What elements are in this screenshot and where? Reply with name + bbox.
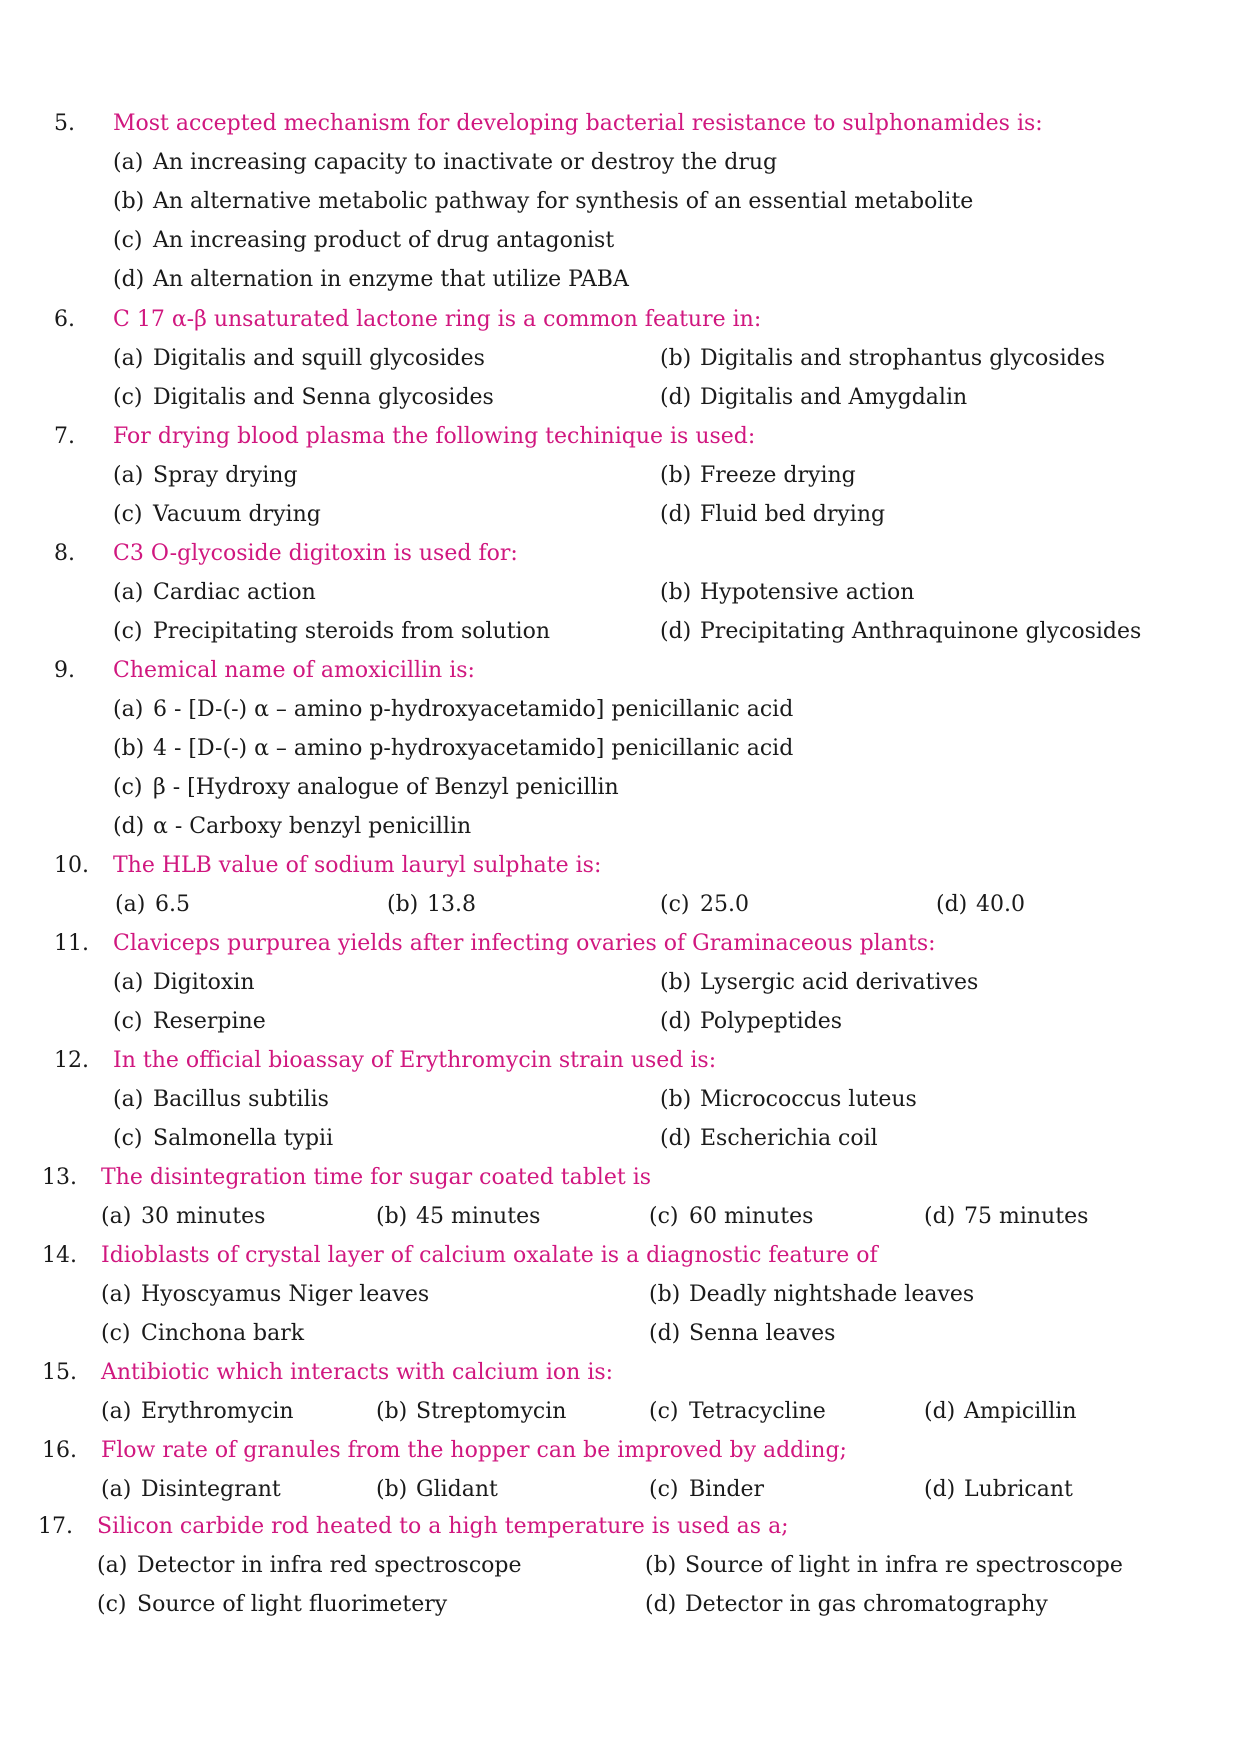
option-text: Precipitating Anthraquinone glycosides [700, 619, 1142, 644]
option-d[interactable] [660, 498, 885, 532]
option-text: Detector in infra red spectroscope [137, 1553, 522, 1578]
option-a[interactable] [101, 1395, 294, 1429]
option-b[interactable] [376, 1395, 566, 1429]
option-text: Tetracycline [689, 1399, 826, 1424]
option-text: Ampicillin [964, 1399, 1077, 1424]
option-label: (a) [101, 1204, 132, 1229]
option-label: (a) [101, 1399, 132, 1424]
option-text: Spray drying [153, 463, 298, 488]
option-label: (c) [649, 1399, 679, 1424]
option-label: (a) [115, 892, 146, 917]
option-d[interactable] [924, 1395, 1077, 1429]
option-text: Lysergic acid derivatives [700, 970, 979, 995]
option-text: Source of light in infra re spectroscope [685, 1553, 1123, 1578]
option-label: (d) [660, 385, 692, 410]
option-label: (c) [113, 502, 143, 527]
option-text: Digitalis and squill glycosides [153, 346, 485, 371]
question-number: 17. [38, 1514, 73, 1539]
option-d[interactable] [936, 888, 1025, 922]
option-label: (d) [924, 1477, 956, 1502]
option-label: (b) [645, 1553, 677, 1578]
option-text: Hypotensive action [700, 580, 915, 605]
option-d[interactable] [660, 381, 967, 415]
question-text: Idioblasts of crystal layer of calcium oxalate is a diagnostic feature of [101, 1243, 878, 1268]
question-number: 8. [54, 541, 75, 566]
option-label: (c) [101, 1321, 131, 1346]
option-a[interactable] [115, 888, 190, 922]
option-label: (b) [387, 892, 419, 917]
option-text: Cinchona bark [141, 1321, 305, 1346]
option-c[interactable] [113, 1005, 266, 1039]
option-c[interactable] [113, 1122, 333, 1156]
option-c[interactable] [649, 1200, 813, 1234]
option-text: 45 minutes [416, 1204, 541, 1229]
option-d[interactable] [113, 810, 471, 844]
option-label: (a) [113, 970, 144, 995]
option-label: (a) [113, 150, 144, 175]
question-number: 14. [42, 1243, 77, 1268]
option-text: Vacuum drying [153, 502, 321, 527]
option-text: Escherichia coil [700, 1126, 878, 1151]
question-text: The disintegration time for sugar coated tablet is [101, 1165, 652, 1190]
option-text: Cardiac action [153, 580, 316, 605]
option-label: (c) [649, 1477, 679, 1502]
option-text: Source of light fluorimetery [137, 1592, 448, 1617]
option-text: Digitalis and Senna glycosides [153, 385, 494, 410]
option-label: (b) [660, 970, 692, 995]
option-label: (c) [113, 1126, 143, 1151]
option-b[interactable] [113, 732, 793, 766]
option-label: (d) [660, 619, 692, 644]
option-label: (b) [376, 1399, 408, 1424]
option-text: Digitoxin [153, 970, 255, 995]
option-label: (d) [660, 502, 692, 527]
question-number: 5. [54, 111, 75, 136]
option-d[interactable] [645, 1588, 1048, 1622]
question-number: 16. [42, 1438, 77, 1463]
option-label: (d) [649, 1321, 681, 1346]
option-a[interactable] [113, 459, 298, 493]
option-a[interactable] [113, 342, 485, 376]
option-label: (b) [660, 580, 692, 605]
option-label: (b) [649, 1282, 681, 1307]
option-text: Digitalis and strophantus glycosides [700, 346, 1106, 371]
question-number: 11. [54, 931, 89, 956]
option-text: Senna leaves [689, 1321, 836, 1346]
option-label: (c) [113, 619, 143, 644]
option-d[interactable] [660, 1122, 878, 1156]
question-number: 13. [42, 1165, 77, 1190]
option-c[interactable] [113, 381, 494, 415]
question-text: Chemical name of amoxicillin is: [113, 658, 475, 683]
option-label: (d) [645, 1592, 677, 1617]
option-text: Salmonella typii [153, 1126, 334, 1151]
option-text: Micrococcus luteus [700, 1087, 917, 1112]
option-label: (a) [113, 463, 144, 488]
option-text: β - [Hydroxy analogue of Benzyl penicillin [153, 775, 619, 800]
option-label: (d) [660, 1009, 692, 1034]
question-number: 12. [54, 1048, 89, 1073]
option-label: (b) [660, 463, 692, 488]
option-b[interactable] [660, 576, 914, 610]
option-text: An alternation in enzyme that utilize PABA [153, 267, 629, 292]
option-b[interactable] [660, 459, 856, 493]
question-text: In the official bioassay of Erythromycin strain used is: [113, 1048, 717, 1073]
option-d[interactable] [649, 1317, 835, 1351]
question-number: 15. [42, 1360, 77, 1385]
option-text: Freeze drying [700, 463, 856, 488]
question-text: C 17 α-β unsaturated lactone ring is a common feature in: [113, 307, 762, 332]
question-text: Antibiotic which interacts with calcium ion is: [101, 1360, 614, 1385]
option-c[interactable] [97, 1588, 447, 1622]
option-label: (d) [660, 1126, 692, 1151]
question-number: 7. [54, 424, 75, 449]
option-b[interactable] [660, 1083, 917, 1117]
option-b[interactable] [645, 1549, 1123, 1583]
option-label: (b) [660, 346, 692, 371]
option-text: Detector in gas chromatography [685, 1592, 1048, 1617]
question-number: 10. [54, 853, 89, 878]
option-c[interactable] [113, 224, 614, 258]
question-text: Most accepted mechanism for developing bacterial resistance to sulphonamides is: [113, 111, 1043, 136]
option-b[interactable] [649, 1278, 974, 1312]
option-a[interactable] [97, 1549, 522, 1583]
option-b[interactable] [387, 888, 476, 922]
option-text: 40.0 [976, 892, 1025, 917]
option-text: 75 minutes [964, 1204, 1089, 1229]
option-text: 4 - [D-(-) α – amino p-hydroxyacetamido] penicillanic acid [153, 736, 794, 761]
option-d[interactable] [660, 615, 1141, 649]
option-a[interactable] [101, 1278, 429, 1312]
option-text: An increasing product of drug antagonist [153, 228, 615, 253]
option-text: Deadly nightshade leaves [689, 1282, 975, 1307]
option-d[interactable] [113, 263, 629, 297]
option-d[interactable] [660, 1005, 842, 1039]
option-label: (b) [660, 1087, 692, 1112]
option-c[interactable] [649, 1473, 764, 1507]
option-text: Precipitating steroids from solution [153, 619, 550, 644]
option-a[interactable] [113, 1083, 329, 1117]
option-a[interactable] [113, 146, 777, 180]
option-text: 30 minutes [141, 1204, 266, 1229]
option-c[interactable] [101, 1317, 304, 1351]
option-text: Binder [689, 1477, 764, 1502]
question-text: C3 O-glycoside digitoxin is used for: [113, 541, 518, 566]
question-number: 9. [54, 658, 75, 683]
question-text: For drying blood plasma the following techinique is used: [113, 424, 756, 449]
option-text: 6.5 [155, 892, 190, 917]
option-d[interactable] [924, 1473, 1073, 1507]
option-b[interactable] [660, 342, 1105, 376]
option-b[interactable] [376, 1200, 540, 1234]
option-label: (b) [376, 1204, 408, 1229]
option-label: (a) [113, 1087, 144, 1112]
option-c[interactable] [660, 888, 749, 922]
option-label: (b) [113, 736, 145, 761]
option-text: An alternative metabolic pathway for synthesis of an essential metabolite [153, 189, 974, 214]
option-label: (a) [113, 697, 144, 722]
option-a[interactable] [101, 1473, 281, 1507]
option-text: Streptomycin [416, 1399, 567, 1424]
option-b[interactable] [660, 966, 978, 1000]
question-text: The HLB value of sodium lauryl sulphate is: [113, 853, 602, 878]
option-text: Lubricant [964, 1477, 1073, 1502]
option-label: (d) [924, 1204, 956, 1229]
option-c[interactable] [113, 615, 550, 649]
option-text: 25.0 [700, 892, 749, 917]
option-text: Hyoscyamus Niger leaves [141, 1282, 430, 1307]
option-b[interactable] [376, 1473, 498, 1507]
option-text: Reserpine [153, 1009, 266, 1034]
question-text: Silicon carbide rod heated to a high temperature is used as a; [97, 1514, 789, 1539]
option-label: (d) [936, 892, 968, 917]
option-label: (a) [101, 1477, 132, 1502]
option-label: (d) [924, 1399, 956, 1424]
option-label: (d) [113, 814, 145, 839]
option-a[interactable] [113, 966, 255, 1000]
option-text: 6 - [D-(-) α – amino p-hydroxyacetamido] penicillanic acid [153, 697, 794, 722]
option-a[interactable] [101, 1200, 265, 1234]
option-label: (c) [113, 775, 143, 800]
option-text: Digitalis and Amygdalin [700, 385, 968, 410]
option-label: (c) [113, 228, 143, 253]
option-label: (a) [101, 1282, 132, 1307]
option-text: Glidant [416, 1477, 498, 1502]
option-text: Disintegrant [141, 1477, 281, 1502]
question-text: Flow rate of granules from the hopper can be improved by adding; [101, 1438, 847, 1463]
option-label: (a) [113, 346, 144, 371]
option-text: Polypeptides [700, 1009, 843, 1034]
option-c[interactable] [113, 771, 619, 805]
question-number: 6. [54, 307, 75, 332]
option-label: (b) [376, 1477, 408, 1502]
option-text: An increasing capacity to inactivate or destroy the drug [153, 150, 778, 175]
option-label: (c) [113, 1009, 143, 1034]
option-text: 13.8 [427, 892, 476, 917]
option-label: (c) [649, 1204, 679, 1229]
option-c[interactable] [113, 498, 321, 532]
option-a[interactable] [113, 576, 316, 610]
option-d[interactable] [924, 1200, 1088, 1234]
option-b[interactable] [113, 185, 973, 219]
option-label: (c) [97, 1592, 127, 1617]
question-text: Claviceps purpurea yields after infecting ovaries of Graminaceous plants: [113, 931, 936, 956]
option-a[interactable] [113, 693, 793, 727]
option-text: Fluid bed drying [700, 502, 886, 527]
option-label: (c) [660, 892, 690, 917]
option-label: (c) [113, 385, 143, 410]
option-text: Bacillus subtilis [153, 1087, 329, 1112]
option-label: (a) [97, 1553, 128, 1578]
option-text: α - Carboxy benzyl penicillin [153, 814, 472, 839]
option-c[interactable] [649, 1395, 826, 1429]
option-label: (d) [113, 267, 145, 292]
option-text: Erythromycin [141, 1399, 294, 1424]
option-label: (b) [113, 189, 145, 214]
option-label: (a) [113, 580, 144, 605]
option-text: 60 minutes [689, 1204, 814, 1229]
